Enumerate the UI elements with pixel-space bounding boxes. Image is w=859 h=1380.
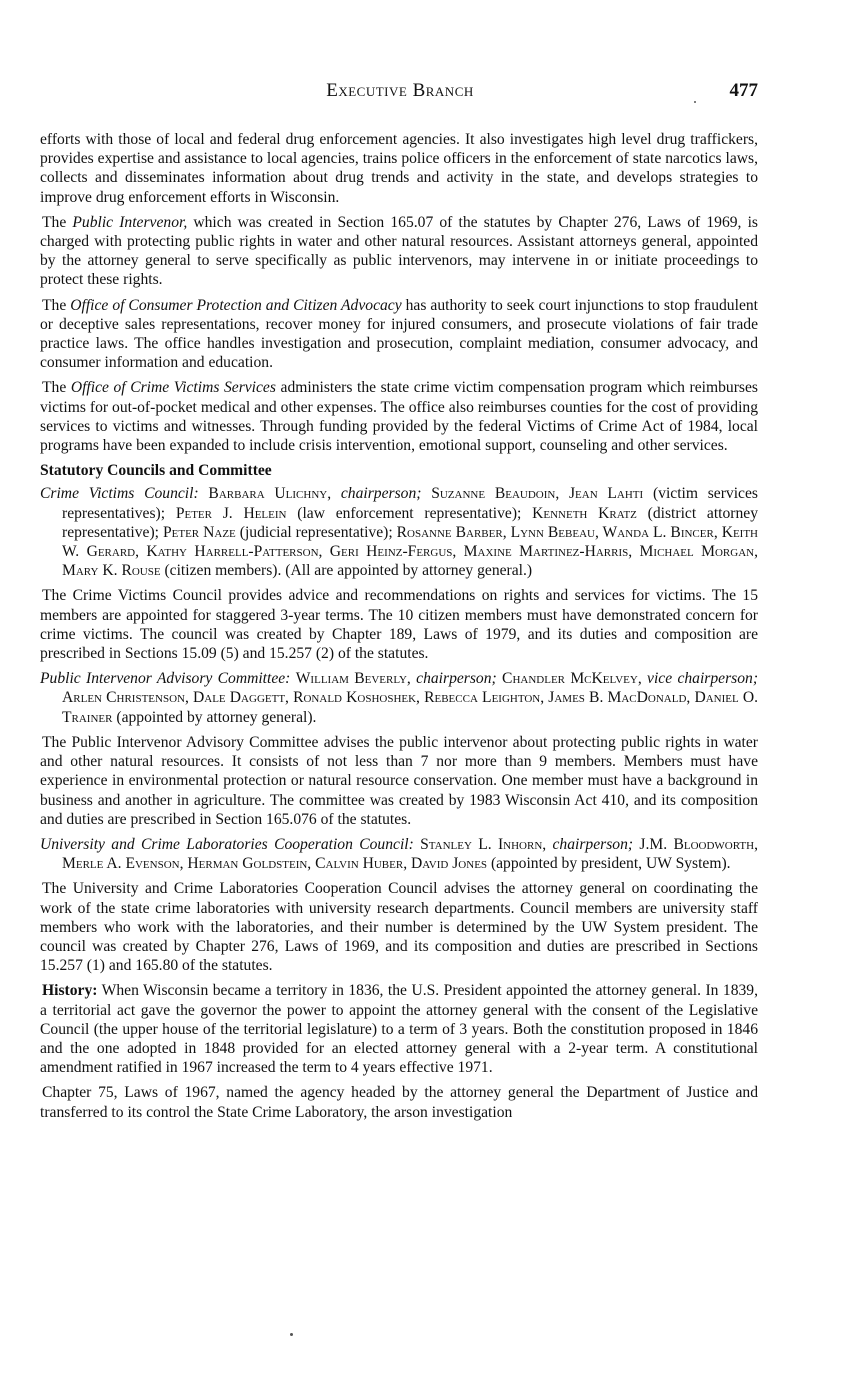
text-run: (citizen members). (All are appointed by attorney general.) bbox=[164, 562, 533, 580]
text-run: (victim services representatives); bbox=[62, 485, 758, 522]
paragraph-chapter-75: Chapter 75, Laws of 1967, named the agency headed by the attorney general the Department of Justice and transferred to its control the State Crime Laboratory, the arson investigation bbox=[40, 1084, 758, 1121]
page-body bbox=[40, 130, 758, 1128]
member-names: Stanley L. Inhorn, bbox=[420, 835, 547, 853]
text-run: The bbox=[42, 213, 73, 231]
text-run: (appointed by president, UW System). bbox=[490, 855, 731, 873]
running-head: Executive Branch bbox=[326, 80, 474, 101]
member-role: chairperson; bbox=[416, 670, 497, 688]
member-names: Suzanne Beaudoin, Jean Lahti bbox=[431, 485, 644, 503]
member-names: J.M. Bloodworth, Merle A. Evenson, Herman Goldstein, Calvin Huber, David Jones bbox=[62, 835, 758, 873]
council-crime-victims bbox=[40, 484, 758, 580]
member-role: vice chairperson; bbox=[647, 670, 759, 688]
paragraph-drug-enforcement: efforts with those of local and federal drug enforcement agencies. It also investigates high level drug traffickers, provides expertise and assistance to local agencies, trains police officers in the enforcement of state narcotics laws, collects and disseminates information about drug trends and activity in the state, and develops strategies to improve drug enforcement efforts in Wisconsin. bbox=[40, 131, 758, 206]
member-names: Chandler McKelvey, bbox=[502, 670, 642, 688]
member-names: Arlen Christenson, Dale Daggett, Ronald Koshoshek, Rebecca Leighton, James B. MacDonald, Daniel O. Trainer bbox=[62, 689, 758, 726]
scan-speck bbox=[694, 101, 696, 103]
term-public-intervenor: Public Intervenor, bbox=[72, 213, 188, 231]
council-university-crime-labs bbox=[40, 835, 758, 873]
text-run: which was created in Section 165.07 of the statutes by Chapter 276, Laws of 1969, is charged with protecting public rights in water and other natural resources. Assistant attorneys general, appointed by the attorney general to serve specifically as public intervenors, may intervene in or initiate proceedings to protect these rights. bbox=[40, 213, 758, 289]
text-run: The bbox=[42, 296, 71, 314]
member-names: Peter Naze bbox=[162, 523, 236, 541]
page-header bbox=[40, 80, 760, 108]
text-run: (law enforcement representative); bbox=[297, 504, 522, 522]
paragraph-public-intervenor-committee: The Public Intervenor Advisory Committee advises the public intervenor about protecting public rights in water and other natural resources. It consists of not less than 7 nor more than 9 members. Members must have experience in environmental protection or natural resource conservation. One member must have a background in business and another in agriculture. The committee was created by 1983 Wisconsin Act 410, and its composition and duties are prescribed in Section 165.076 of the statutes. bbox=[40, 733, 758, 828]
page-number: 477 bbox=[729, 80, 758, 101]
text-run: (district attorney representative); bbox=[62, 504, 759, 541]
paragraph-crime-victims-council: The Crime Victims Council provides advice and recommendations on rights and services for victims. The 15 members are appointed for staggered 3-year terms. The 10 citizen members must have demonstrated concern for crime victims. The council was created by Chapter 189, Laws of 1979, and its duties and composition are prescribed in Sections 15.09 (5) and 15.257 (2) of the statutes. bbox=[40, 587, 758, 663]
scan-speck bbox=[290, 1333, 293, 1336]
term-consumer-protection: Office of Consumer Protection and Citizen Advocacy bbox=[70, 296, 402, 314]
member-names: William Beverly, bbox=[295, 670, 411, 688]
paragraph-consumer-protection bbox=[40, 296, 758, 373]
text-run: (appointed by attorney general). bbox=[116, 708, 317, 726]
text-run: has authority to seek court injunctions to stop fraudulent or deceptive sales representations, recover money for injured consumers, and prosecute violations of fair trade practice laws. The office handles investigation and prosecution, complaint mediation, consumer advocacy, and consumer information and education. bbox=[40, 296, 758, 372]
council-name: Public Intervenor Advisory Committee: bbox=[40, 670, 291, 688]
term-crime-victims-services: Office of Crime Victims Services bbox=[70, 379, 276, 397]
paragraph-university-council: The University and Crime Laboratories Cooperation Council advises the attorney general on coordinating the work of the state crime laboratories with university research departments. Council members are university staff members who work with the laboratories, and their number is determined by the UW System president. The council was created by Chapter 276, Laws of 1969, and its composition and duties are prescribed in Sections 15.257 (1) and 165.80 of the statutes. bbox=[40, 880, 758, 975]
history-lead: History: bbox=[42, 982, 98, 1000]
paragraph-public-intervenor bbox=[40, 213, 758, 290]
council-name: University and Crime Laboratories Cooperation Council: bbox=[40, 835, 414, 853]
council-name: Crime Victims Council: bbox=[40, 485, 199, 503]
council-public-intervenor-advisory bbox=[40, 669, 758, 727]
section-heading: Statutory Councils and Committee bbox=[40, 462, 272, 480]
paragraph-crime-victims-services bbox=[40, 378, 758, 455]
text-run: (judicial representative); bbox=[239, 523, 393, 541]
member-names: Rosanne Barber, Lynn Bebeau, Wanda L. Bincer, Keith W. Gerard, Kathy Harrell-Patterson, Geri Heinz-Fergus, Maxine Martinez-Harris, Michael Morgan, Mary K. Rouse bbox=[62, 523, 758, 580]
member-role: chairperson; bbox=[340, 485, 422, 503]
member-names: Peter J. Helein bbox=[175, 504, 287, 522]
member-names: Kenneth Kratz bbox=[532, 504, 637, 522]
text-run: When Wisconsin became a territory in 1836, the U.S. President appointed the attorney general. In 1839, a territorial act gave the governor the power to appoint the attorney general with the consent of the Legislative Council (the upper house of the territorial legislature) to a term of 3 years. Both the constitution proposed in 1846 and the one adopted in 1848 provided for an elected attorney general with a 2-year term. A constitutional amendment ratified in 1967 increased the term to 4 years effective 1971. bbox=[40, 982, 758, 1077]
member-role: chairperson; bbox=[552, 835, 634, 853]
member-names: Barbara Ulichny, bbox=[208, 485, 332, 503]
paragraph-history bbox=[40, 981, 758, 1077]
text-run: The bbox=[42, 379, 71, 397]
text-run: administers the state crime victim compensation program which reimburses victims for out-of-pocket medical and other expenses. The office also reimburses counties for the cost of providing services to victims and witnesses. Through funding provided by the federal Victims of Crime Act of 1984, local programs have been expanded to include crisis intervention, emotional support, counseling and other services. bbox=[40, 379, 758, 455]
